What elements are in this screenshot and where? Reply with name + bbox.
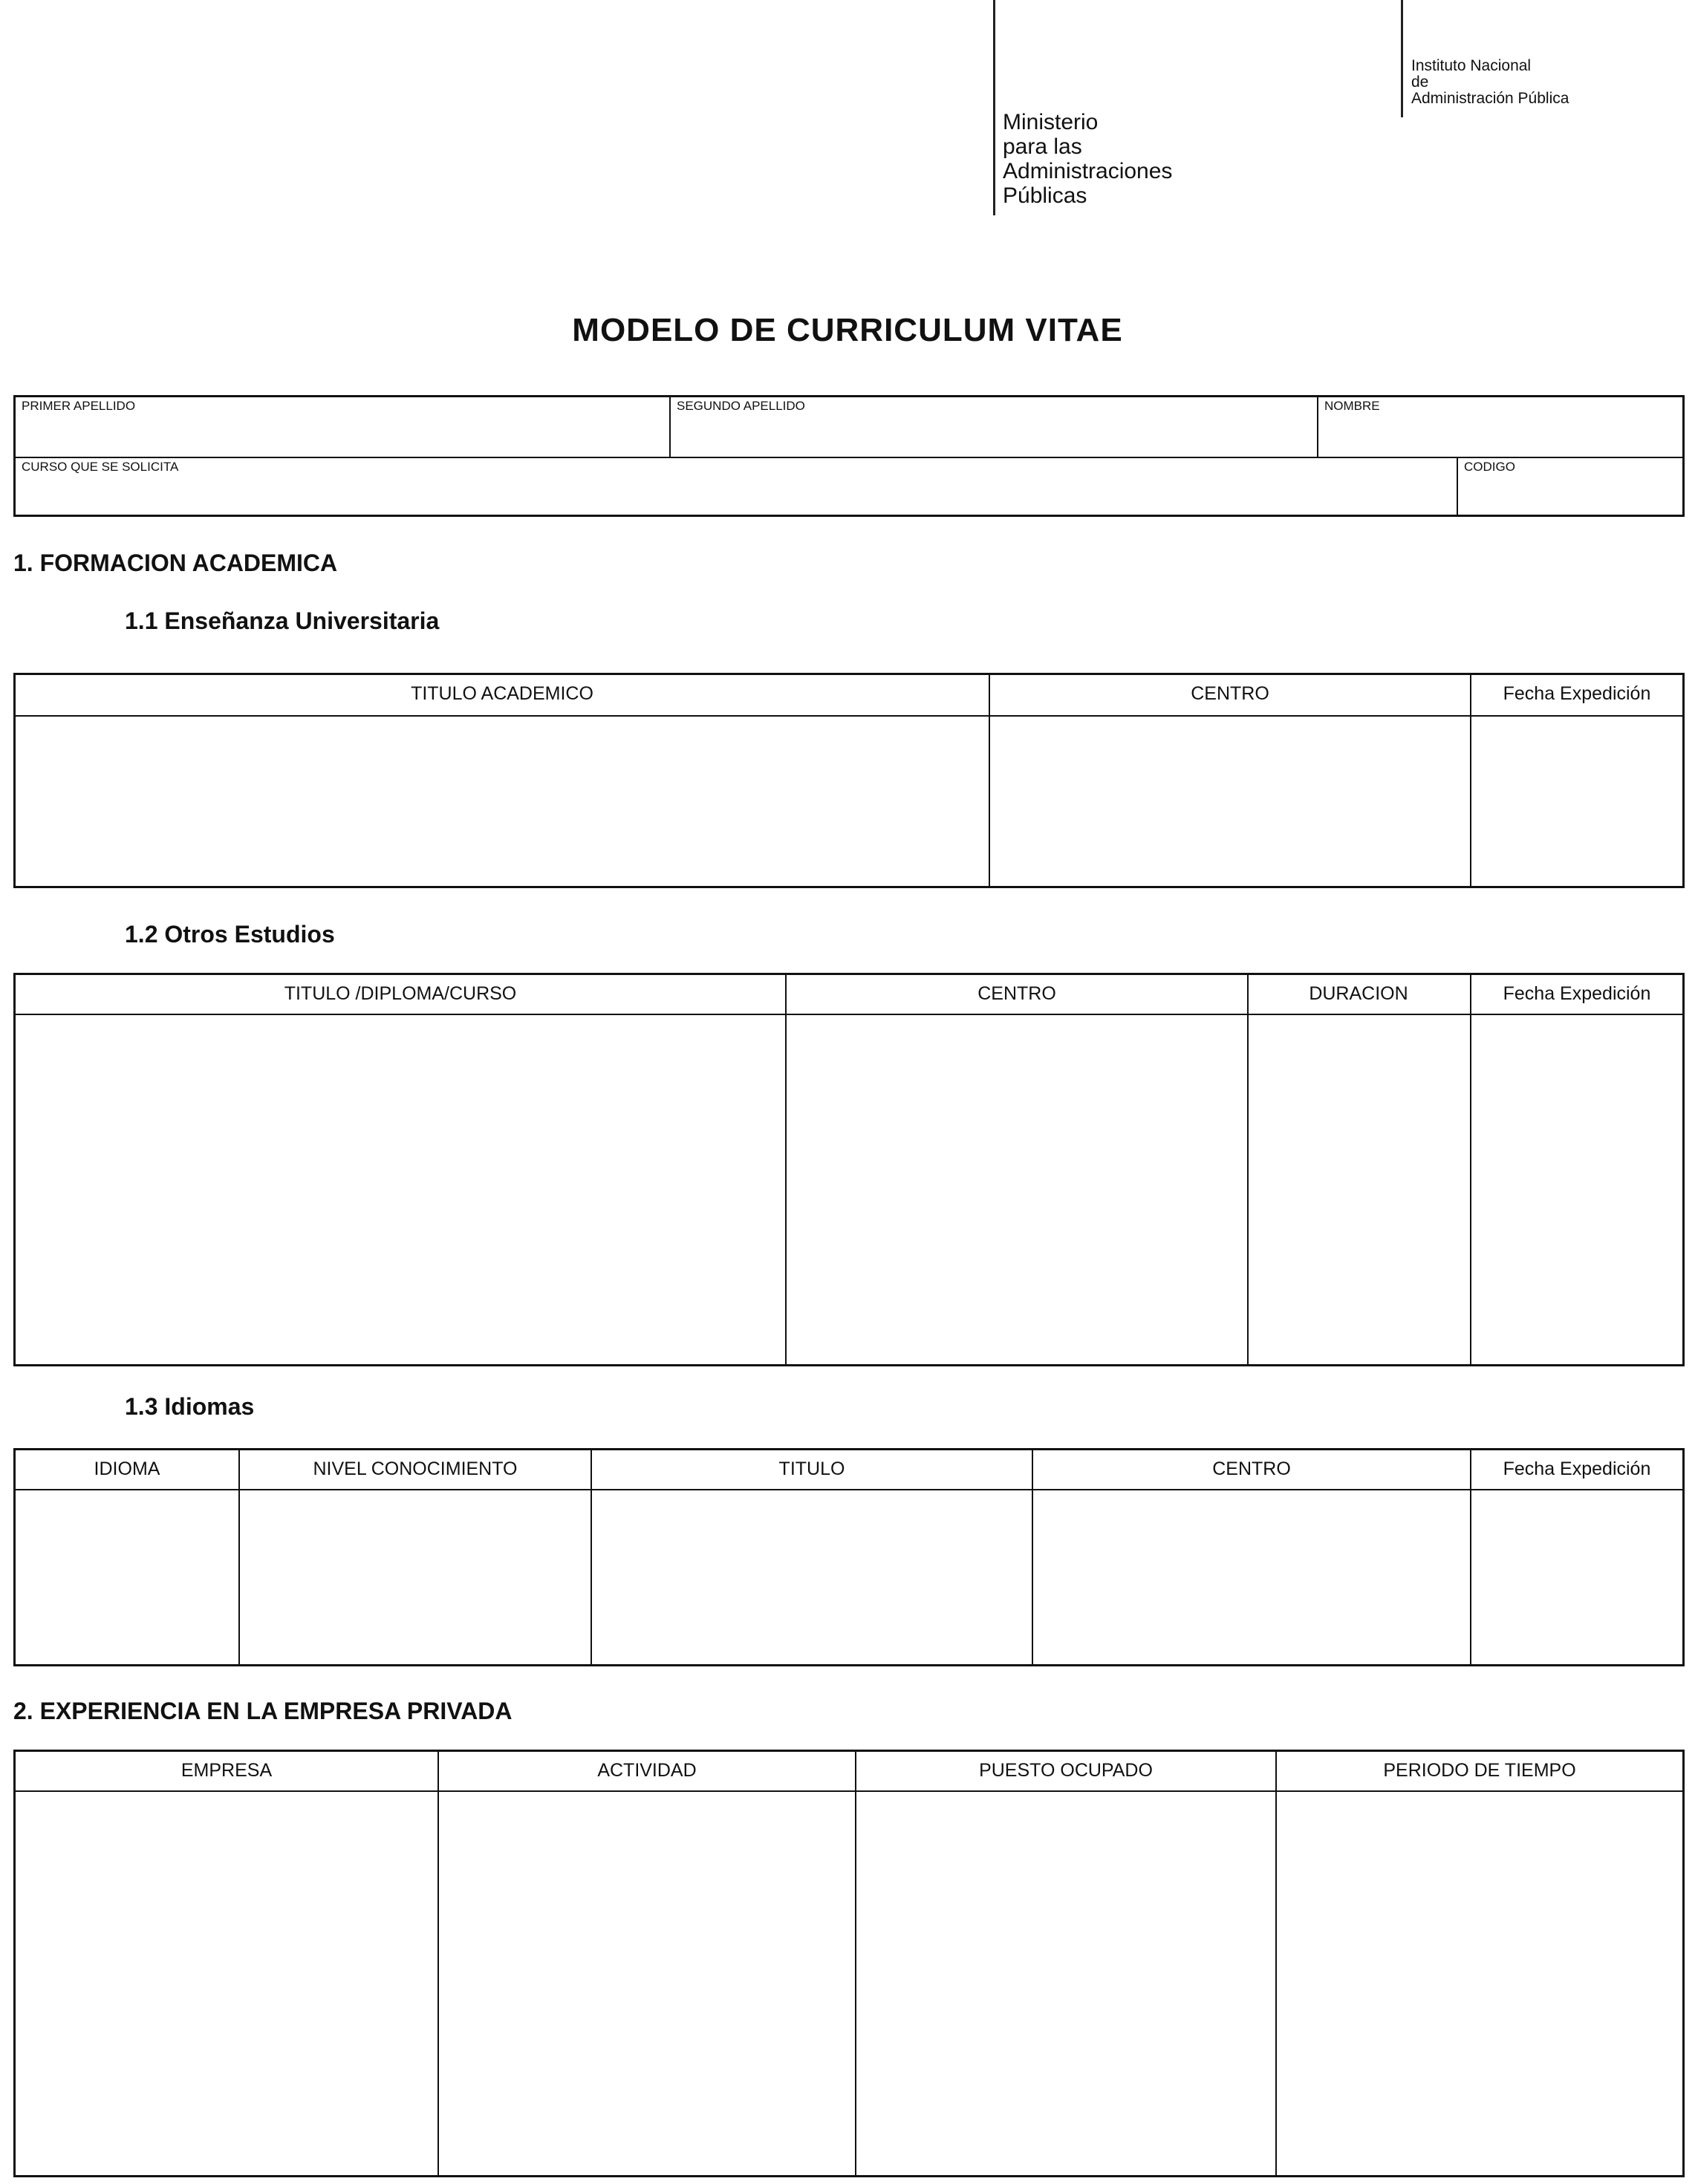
codigo-label: CODIGO bbox=[1464, 460, 1515, 474]
curso-label: CURSO QUE SE SOLICITA bbox=[22, 460, 179, 474]
ministerio-line: Administraciones bbox=[1003, 159, 1173, 183]
column-header: IDIOMA bbox=[94, 1458, 160, 1479]
nivel-input[interactable] bbox=[240, 1490, 589, 1664]
ministerio-line: Públicas bbox=[1003, 183, 1087, 208]
section-formacion-title: 1. FORMACION ACADEMICA bbox=[13, 550, 338, 576]
column-header: EMPRESA bbox=[180, 1760, 273, 1781]
primer-apellido-label: PRIMER APELLIDO bbox=[22, 399, 136, 413]
table-otros-estudios bbox=[13, 973, 1685, 1366]
page-title: MODELO DE CURRICULUM VITAE bbox=[572, 312, 1123, 348]
column-header: ACTIVIDAD bbox=[597, 1760, 697, 1781]
titulo-input[interactable] bbox=[592, 1490, 1030, 1664]
inap-line: Instituto Nacional bbox=[1411, 57, 1532, 74]
segundo-apellido-label: SEGUNDO APELLIDO bbox=[677, 399, 805, 413]
centro-input[interactable] bbox=[787, 1015, 1246, 1364]
nombre-label: NOMBRE bbox=[1324, 399, 1380, 413]
column-header: DURACION bbox=[1309, 983, 1408, 1004]
subsection-idiomas-title: 1.3 Idiomas bbox=[125, 1393, 255, 1420]
subsection-otros-estudios-title: 1.2 Otros Estudios bbox=[125, 921, 335, 948]
idioma-input[interactable] bbox=[16, 1490, 237, 1664]
ministerio-line: Ministerio bbox=[1003, 110, 1099, 134]
column-header: TITULO bbox=[778, 1458, 845, 1479]
column-header: Fecha Expedición bbox=[1503, 983, 1651, 1004]
codigo-field[interactable] bbox=[1458, 458, 1681, 515]
inap-line: Administración Pública bbox=[1411, 90, 1569, 108]
inap-rule bbox=[1401, 0, 1403, 117]
centro-input[interactable] bbox=[1033, 1490, 1468, 1664]
periodo-input[interactable] bbox=[1277, 1792, 1682, 2175]
titulo-academico-input[interactable] bbox=[16, 717, 987, 886]
curso-field[interactable] bbox=[16, 458, 1457, 515]
empresa-input[interactable] bbox=[16, 1792, 436, 2175]
duracion-input[interactable] bbox=[1249, 1015, 1468, 1364]
column-header: Fecha Expedición bbox=[1503, 1458, 1651, 1479]
column-header: CENTRO bbox=[977, 983, 1056, 1004]
column-header: PERIODO DE TIEMPO bbox=[1383, 1760, 1576, 1781]
table-idiomas bbox=[13, 1448, 1685, 1666]
fecha-input[interactable] bbox=[1471, 1490, 1682, 1664]
section-experiencia-title: 2. EXPERIENCIA EN LA EMPRESA PRIVADA bbox=[13, 1698, 513, 1724]
subsection-universitaria-title: 1.1 Enseñanza Universitaria bbox=[125, 607, 440, 634]
ministerio-rule bbox=[993, 0, 995, 215]
column-header: CENTRO bbox=[1212, 1458, 1291, 1479]
column-header: CENTRO bbox=[1191, 683, 1269, 704]
column-header: Fecha Expedición bbox=[1503, 683, 1651, 704]
inap-line: de bbox=[1411, 74, 1429, 91]
primer-apellido-field[interactable] bbox=[16, 397, 669, 457]
ministerio-line: para las bbox=[1003, 134, 1082, 159]
personal-data-box bbox=[13, 395, 1685, 517]
actividad-input[interactable] bbox=[439, 1792, 853, 2175]
nombre-field[interactable] bbox=[1318, 397, 1682, 457]
puesto-input[interactable] bbox=[856, 1792, 1274, 2175]
column-header: PUESTO OCUPADO bbox=[979, 1760, 1153, 1781]
fecha-input[interactable] bbox=[1471, 717, 1682, 886]
table-universitaria bbox=[13, 673, 1685, 888]
inap-block bbox=[1411, 58, 1569, 107]
column-header: TITULO ACADEMICO bbox=[411, 683, 593, 704]
centro-input[interactable] bbox=[990, 717, 1468, 886]
table-experiencia bbox=[13, 1750, 1685, 2177]
column-header: TITULO /DIPLOMA/CURSO bbox=[284, 983, 517, 1004]
column-header: NIVEL CONOCIMIENTO bbox=[313, 1458, 518, 1479]
fecha-input[interactable] bbox=[1471, 1015, 1682, 1364]
titulo-diploma-input[interactable] bbox=[16, 1015, 784, 1364]
segundo-apellido-field[interactable] bbox=[671, 397, 1317, 457]
ministerio-block bbox=[1003, 110, 1172, 208]
